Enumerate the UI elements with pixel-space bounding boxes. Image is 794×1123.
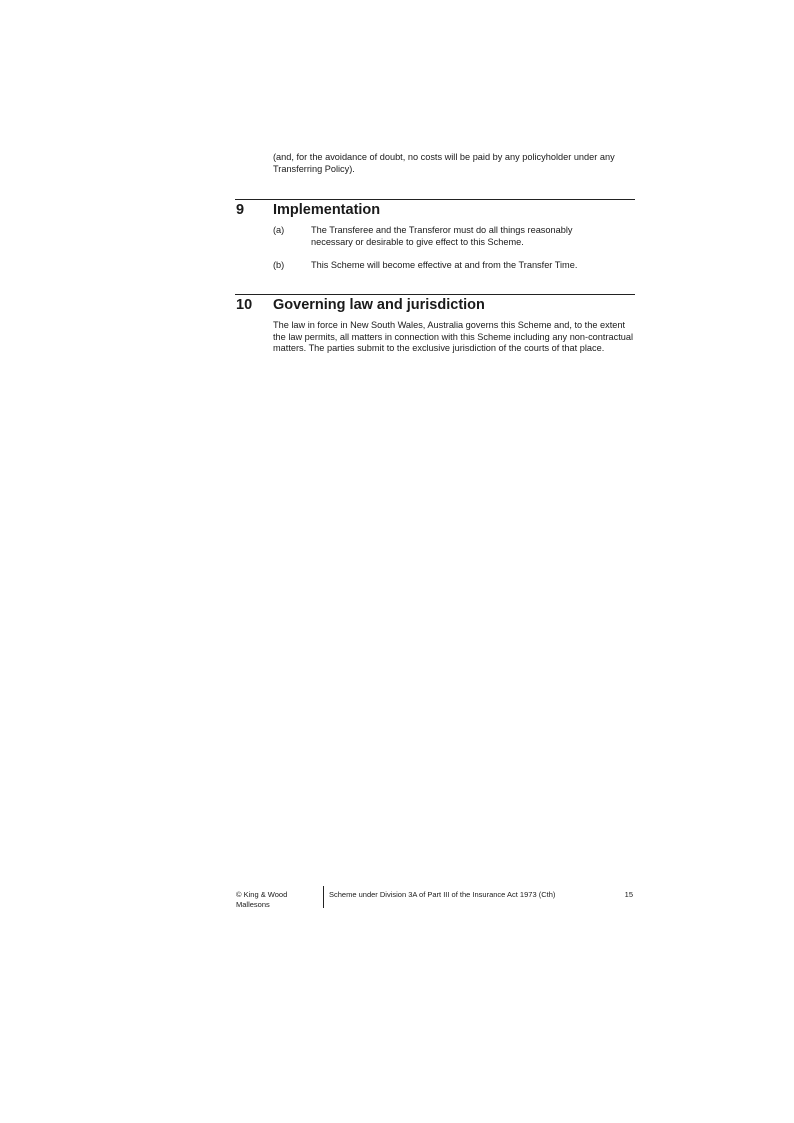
section-heading: Implementation: [273, 202, 381, 218]
section-rule: [235, 294, 635, 295]
section-heading: Governing law and jurisdiction: [273, 297, 485, 313]
section-number: 10: [236, 297, 253, 313]
clause-text: This Scheme will become effective at and from the Transfer Time.: [311, 260, 578, 270]
footer-copyright: © King & Wood Mallesons: [236, 890, 288, 909]
footer-page-number: 15: [624, 890, 633, 899]
section-rule: [235, 199, 635, 200]
section-number: 9: [236, 202, 245, 218]
continuation-paragraph: (and, for the avoidance of doubt, no costs will be paid by any policyholder under any Transferring Policy).: [273, 152, 615, 174]
footer-divider: [323, 886, 324, 908]
footer-document-title: Scheme under Division 3A of Part III of the Insurance Act 1973 (Cth): [329, 890, 556, 899]
section-paragraph: The law in force in New South Wales, Australia governs this Scheme and, to the extent the law permits, all matters in connection with this Scheme including any non-contractual matters. The parties submit to the exclusive jurisdiction of the courts of that place.: [273, 320, 634, 353]
clause-label: (b): [273, 260, 285, 270]
clause-text: The Transferee and the Transferor must do all things reasonably necessary or desirable to give effect to this Scheme.: [311, 225, 573, 247]
clause-label: (a): [273, 225, 285, 235]
